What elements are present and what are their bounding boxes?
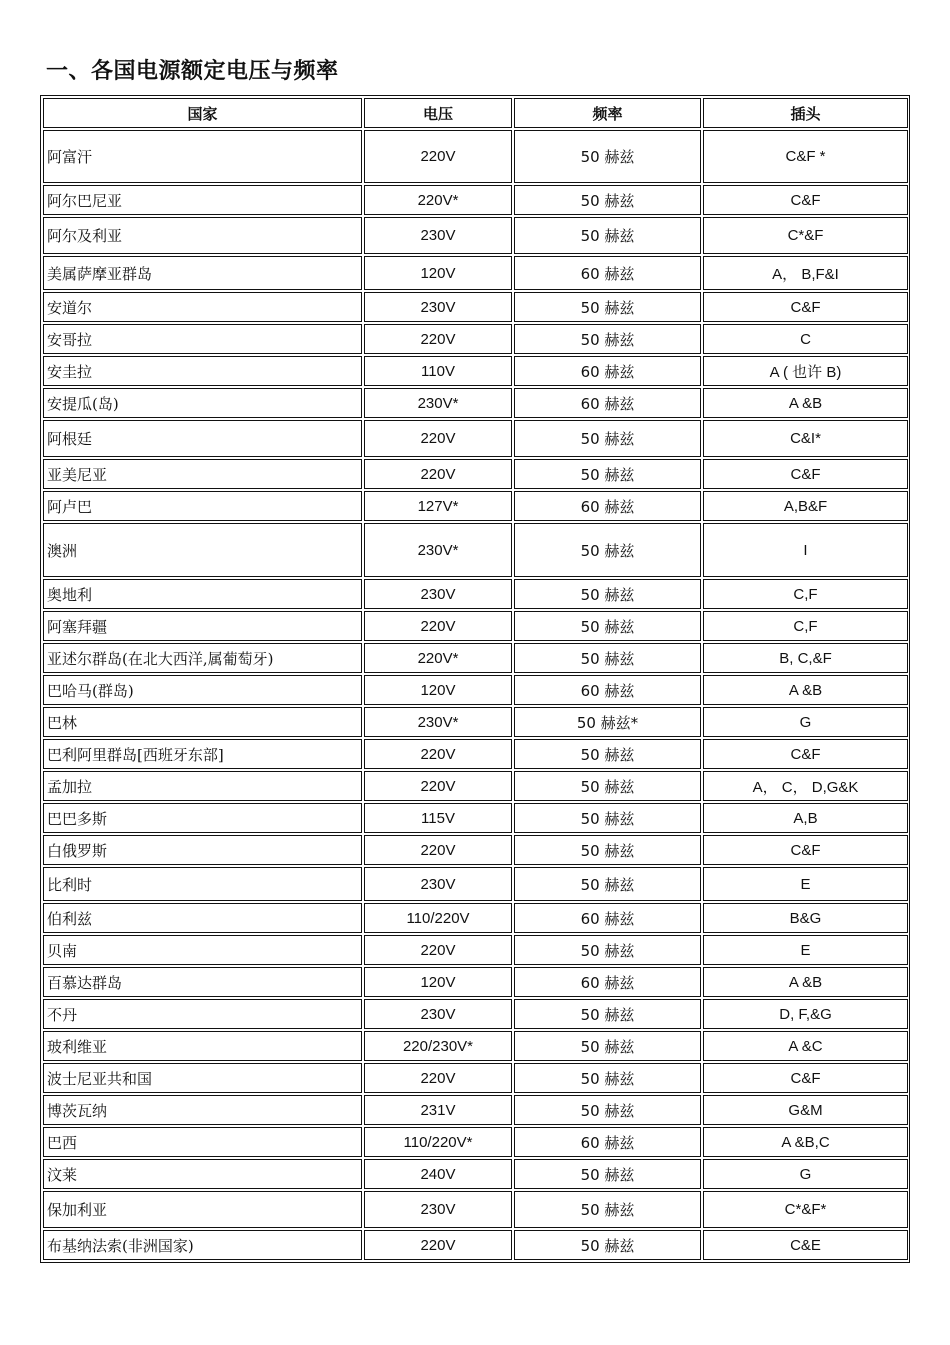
voltage-cell: 220V [364,324,512,354]
country-cell: 巴巴多斯 [43,803,362,833]
table-row [43,1127,908,1157]
table-row [43,867,908,901]
voltage-cell: 220V [364,1230,512,1260]
country-cell: 不丹 [43,999,362,1029]
country-cell: 巴西 [43,1127,362,1157]
voltage-cell: 110V [364,356,512,386]
country-cell: 安提瓜(岛) [43,388,362,418]
frequency-cell: 50 赫兹 [514,771,701,801]
voltage-cell: 220V [364,739,512,769]
frequency-cell: 50 赫兹 [514,643,701,673]
voltage-cell: 230V [364,579,512,609]
frequency-cell: 50 赫兹 [514,1063,701,1093]
table-row [43,130,908,183]
frequency-cell: 60 赫兹 [514,675,701,705]
frequency-cell: 50 赫兹 [514,420,701,457]
voltage-cell: 230V [364,292,512,322]
plug-cell: C [703,324,908,354]
plug-cell: C*&F* [703,1191,908,1228]
voltage-cell: 220V [364,935,512,965]
voltage-cell: 220V [364,771,512,801]
table-row [43,491,908,521]
table-body [43,130,908,1260]
table-row [43,903,908,933]
plug-cell: C&F [703,185,908,215]
table-row [43,739,908,769]
table-row [43,356,908,386]
frequency-cell: 50 赫兹 [514,1191,701,1228]
frequency-cell: 60 赫兹 [514,388,701,418]
frequency-cell: 50 赫兹 [514,217,701,254]
voltage-cell: 220/230V* [364,1031,512,1061]
table-row [43,967,908,997]
country-cell: 澳洲 [43,523,362,577]
frequency-cell: 60 赫兹 [514,967,701,997]
plug-cell: A， B,F&I [703,256,908,290]
frequency-cell: 50 赫兹 [514,1159,701,1189]
frequency-cell: 50 赫兹 [514,1230,701,1260]
voltage-cell: 230V* [364,707,512,737]
frequency-cell: 50 赫兹* [514,707,701,737]
voltage-cell: 220V* [364,643,512,673]
country-cell: 安圭拉 [43,356,362,386]
plug-cell: D, F,&G [703,999,908,1029]
table-row [43,256,908,290]
country-cell: 保加利亚 [43,1191,362,1228]
table-row [43,935,908,965]
table-row [43,388,908,418]
table-row [43,217,908,254]
voltage-cell: 230V* [364,523,512,577]
voltage-cell: 220V [364,1063,512,1093]
country-cell: 波士尼亚共和国 [43,1063,362,1093]
voltage-cell: 240V [364,1159,512,1189]
table-row [43,643,908,673]
country-cell: 贝南 [43,935,362,965]
frequency-cell: 60 赫兹 [514,903,701,933]
frequency-cell: 60 赫兹 [514,356,701,386]
plug-cell: B, C,&F [703,643,908,673]
header-voltage: 电压 [364,98,512,128]
plug-cell: A,B&F [703,491,908,521]
plug-cell: C&F [703,459,908,489]
frequency-cell: 50 赫兹 [514,867,701,901]
page-title: 一、各国电源额定电压与频率 [46,59,339,84]
plug-cell: B&G [703,903,908,933]
voltage-cell: 220V [364,611,512,641]
table-row [43,1095,908,1125]
plug-cell: C&I* [703,420,908,457]
table-row [43,675,908,705]
table-row [43,1191,908,1228]
frequency-cell: 60 赫兹 [514,256,701,290]
country-cell: 布基纳法索(非洲国家) [43,1230,362,1260]
plug-cell: C&F [703,292,908,322]
table-row [43,707,908,737]
frequency-cell: 50 赫兹 [514,835,701,865]
country-cell: 安哥拉 [43,324,362,354]
country-cell: 巴哈马(群岛) [43,675,362,705]
country-cell: 美属萨摩亚群岛 [43,256,362,290]
country-cell: 玻利维亚 [43,1031,362,1061]
plug-cell: C&E [703,1230,908,1260]
plug-cell: A ( 也许 B) [703,356,908,386]
plug-cell: G [703,1159,908,1189]
table-row [43,611,908,641]
frequency-cell: 60 赫兹 [514,1127,701,1157]
frequency-cell: 50 赫兹 [514,1031,701,1061]
frequency-cell: 50 赫兹 [514,185,701,215]
table-row [43,1063,908,1093]
voltage-cell: 120V [364,967,512,997]
plug-cell: A,B [703,803,908,833]
voltage-cell: 230V [364,1191,512,1228]
voltage-cell: 230V [364,867,512,901]
voltage-cell: 220V [364,420,512,457]
frequency-cell: 60 赫兹 [514,491,701,521]
power-table-frame [40,95,910,1263]
table-row [43,771,908,801]
frequency-cell: 50 赫兹 [514,523,701,577]
table-row [43,803,908,833]
table-row [43,1230,908,1260]
voltage-cell: 231V [364,1095,512,1125]
frequency-cell: 50 赫兹 [514,292,701,322]
voltage-cell: 115V [364,803,512,833]
table-row [43,324,908,354]
plug-cell: G [703,707,908,737]
table-header-row [43,98,908,128]
voltage-cell: 120V [364,256,512,290]
frequency-cell: 50 赫兹 [514,739,701,769]
plug-cell: C*&F [703,217,908,254]
country-cell: 阿尔及利亚 [43,217,362,254]
plug-cell: A &B,C [703,1127,908,1157]
voltage-cell: 220V [364,459,512,489]
plug-cell: A， C， D,G&K [703,771,908,801]
table-row [43,420,908,457]
voltage-cell: 120V [364,675,512,705]
country-cell: 巴林 [43,707,362,737]
country-cell: 巴利阿里群岛[西班牙东部] [43,739,362,769]
voltage-cell: 110/220V* [364,1127,512,1157]
frequency-cell: 50 赫兹 [514,935,701,965]
country-cell: 安道尔 [43,292,362,322]
table-row [43,523,908,577]
table-row [43,1159,908,1189]
voltage-cell: 220V [364,835,512,865]
header-frequency: 频率 [514,98,701,128]
frequency-cell: 50 赫兹 [514,803,701,833]
frequency-cell: 50 赫兹 [514,611,701,641]
country-cell: 阿尔巴尼亚 [43,185,362,215]
table-row [43,185,908,215]
table-row [43,1031,908,1061]
frequency-cell: 50 赫兹 [514,324,701,354]
plug-cell: C,F [703,579,908,609]
country-cell: 阿富汗 [43,130,362,183]
country-cell: 亚述尔群岛(在北大西洋,属葡萄牙) [43,643,362,673]
country-cell: 阿塞拜疆 [43,611,362,641]
country-cell: 博茨瓦纳 [43,1095,362,1125]
header-plug: 插头 [703,98,908,128]
frequency-cell: 50 赫兹 [514,459,701,489]
plug-cell: C&F [703,1063,908,1093]
plug-cell: C&F [703,835,908,865]
header-country: 国家 [43,98,362,128]
country-cell: 百慕达群岛 [43,967,362,997]
voltage-cell: 230V* [364,388,512,418]
country-cell: 汶莱 [43,1159,362,1189]
plug-cell: A &C [703,1031,908,1061]
plug-cell: C,F [703,611,908,641]
table-row [43,459,908,489]
voltage-cell: 230V [364,999,512,1029]
plug-cell: I [703,523,908,577]
voltage-cell: 127V* [364,491,512,521]
country-cell: 亚美尼亚 [43,459,362,489]
plug-cell: E [703,867,908,901]
table-row [43,292,908,322]
country-cell: 比利时 [43,867,362,901]
frequency-cell: 50 赫兹 [514,579,701,609]
plug-cell: G&M [703,1095,908,1125]
voltage-cell: 230V [364,217,512,254]
table-row [43,999,908,1029]
plug-cell: A &B [703,675,908,705]
frequency-cell: 50 赫兹 [514,1095,701,1125]
voltage-cell: 110/220V [364,903,512,933]
plug-cell: A &B [703,388,908,418]
plug-cell: C&F [703,739,908,769]
country-cell: 阿卢巴 [43,491,362,521]
table-row [43,579,908,609]
plug-cell: E [703,935,908,965]
frequency-cell: 50 赫兹 [514,999,701,1029]
voltage-cell: 220V* [364,185,512,215]
country-cell: 白俄罗斯 [43,835,362,865]
table-row [43,835,908,865]
power-standards-table [41,96,910,1262]
plug-cell: A &B [703,967,908,997]
country-cell: 孟加拉 [43,771,362,801]
frequency-cell: 50 赫兹 [514,130,701,183]
country-cell: 阿根廷 [43,420,362,457]
plug-cell: C&F * [703,130,908,183]
country-cell: 奥地利 [43,579,362,609]
voltage-cell: 220V [364,130,512,183]
country-cell: 伯利兹 [43,903,362,933]
